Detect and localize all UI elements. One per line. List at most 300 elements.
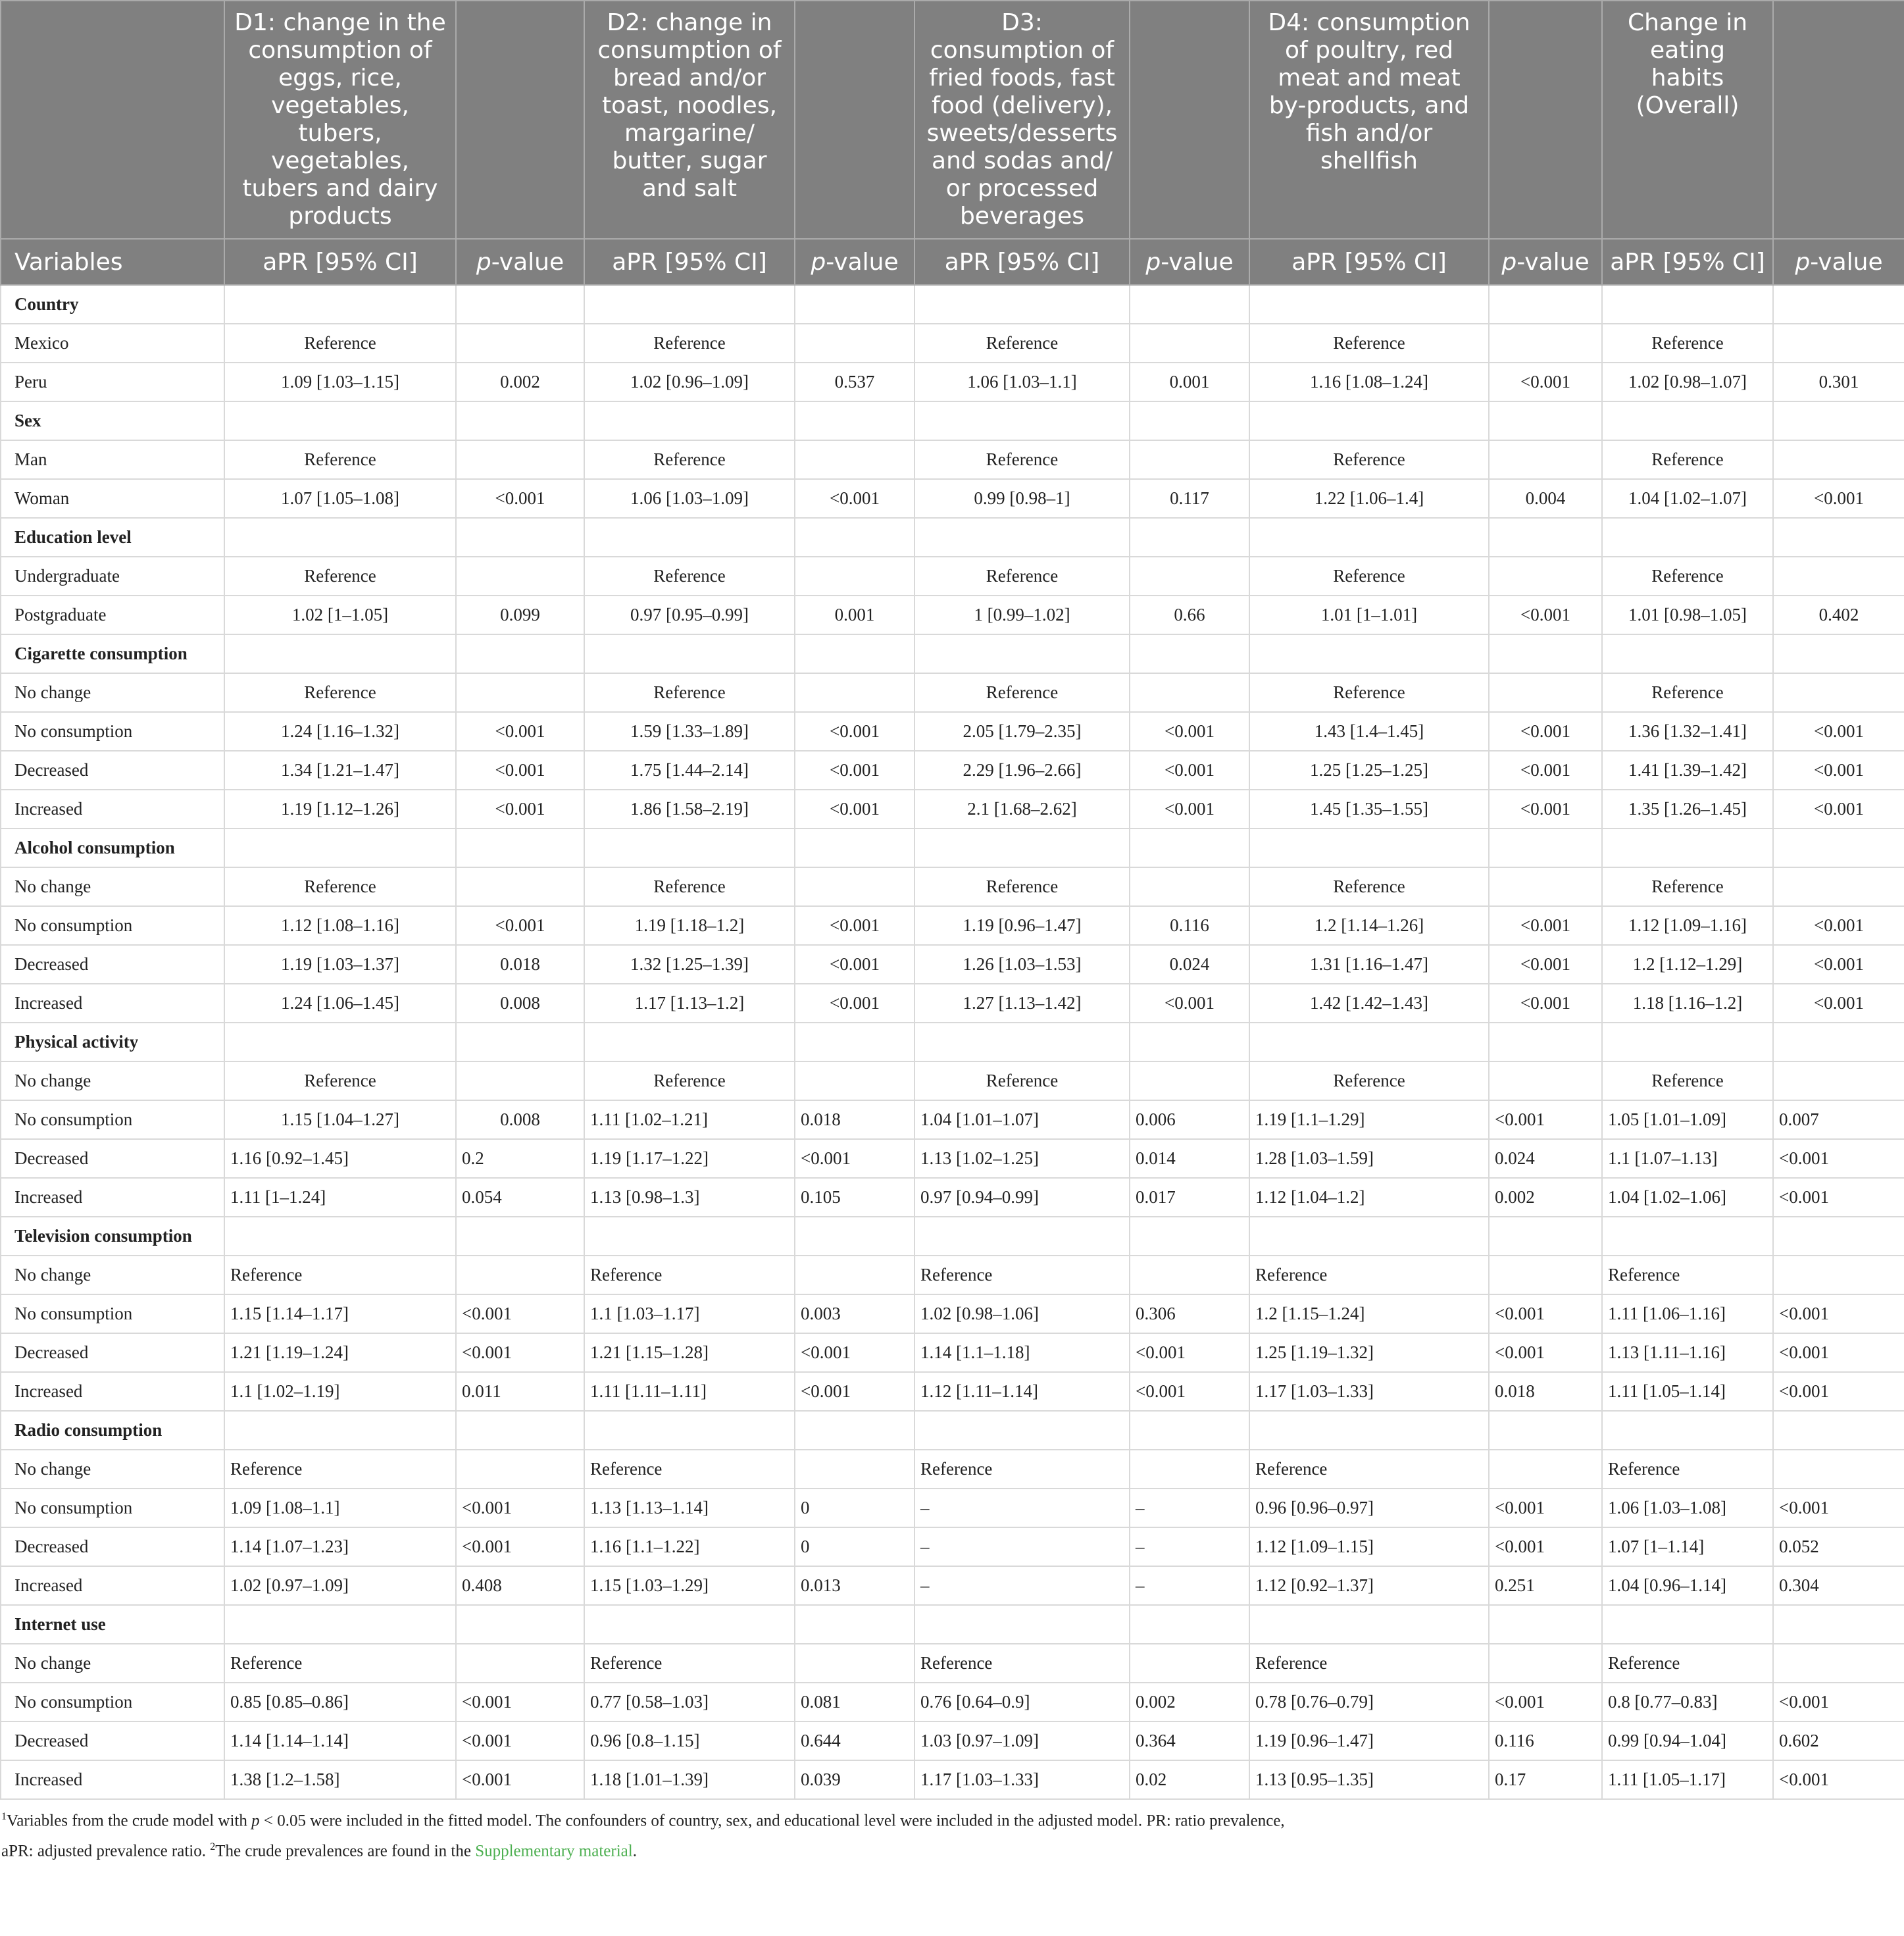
empty-cell — [1249, 1023, 1489, 1061]
p-value-cell: 0.251 — [1489, 1566, 1602, 1605]
p-value-cell: – — [1130, 1489, 1249, 1527]
apr-cell: Reference — [584, 324, 795, 363]
p-value-cell: <0.001 — [1130, 790, 1249, 828]
apr-cell: 1.19 [0.96–1.47] — [1249, 1721, 1489, 1760]
p-value-cell — [1130, 1256, 1249, 1294]
p-value-cell — [456, 867, 584, 906]
header-group-empty — [1, 1, 224, 239]
supplementary-material-link[interactable]: Supplementary material — [475, 1842, 633, 1860]
apr-cell: 1.59 [1.33–1.89] — [584, 712, 795, 751]
p-value-cell: 0.105 — [795, 1178, 914, 1217]
p-value-cell: <0.001 — [456, 1294, 584, 1333]
p-value-header — [795, 239, 914, 285]
row-label: No consumption — [1, 1100, 224, 1139]
empty-cell — [795, 828, 914, 867]
p-suffix: -value — [826, 248, 899, 276]
p-suffix: -value — [491, 248, 564, 276]
section-row — [1, 1023, 1904, 1061]
apr-cell: 1.03 [0.97–1.09] — [914, 1721, 1130, 1760]
apr-cell: 1.21 [1.15–1.28] — [584, 1333, 795, 1372]
p-value-cell: 0.001 — [795, 596, 914, 634]
apr-cell: 1 [0.99–1.02] — [914, 596, 1130, 634]
apr-cell: 1.06 [1.03–1.1] — [914, 363, 1130, 401]
empty-cell — [1489, 1023, 1602, 1061]
apr-cell: 1.19 [0.96–1.47] — [914, 906, 1130, 945]
p-value-cell: 0.099 — [456, 596, 584, 634]
p-value-cell: <0.001 — [1773, 906, 1904, 945]
row-label: Decreased — [1, 1139, 224, 1178]
apr-cell: 1.15 [1.14–1.17] — [224, 1294, 456, 1333]
p-value-cell: <0.001 — [795, 906, 914, 945]
empty-cell — [1249, 1605, 1489, 1644]
apr-cell: Reference — [224, 440, 456, 479]
section-row — [1, 828, 1904, 867]
apr-cell: 1.21 [1.19–1.24] — [224, 1333, 456, 1372]
p-value-cell: 0.301 — [1773, 363, 1904, 401]
p-value-cell: 0.66 — [1130, 596, 1249, 634]
row-label: Decreased — [1, 945, 224, 984]
empty-cell — [914, 1411, 1130, 1450]
empty-cell — [795, 285, 914, 324]
p-value-cell — [1130, 1644, 1249, 1683]
apr-cell: 1.19 [1.1–1.29] — [1249, 1100, 1489, 1139]
row-label: Decreased — [1, 1721, 224, 1760]
p-value-cell — [456, 673, 584, 712]
p-value-cell: <0.001 — [1130, 712, 1249, 751]
p-value-cell: 0.116 — [1489, 1721, 1602, 1760]
p-value-header — [1773, 239, 1904, 285]
apr-cell: 1.86 [1.58–2.19] — [584, 790, 795, 828]
empty-cell — [914, 634, 1130, 673]
empty-cell — [1249, 518, 1489, 557]
p-value-cell: <0.001 — [1489, 1333, 1602, 1372]
p-value-cell — [1489, 1450, 1602, 1489]
apr-cell: 1.24 [1.06–1.45] — [224, 984, 456, 1023]
apr-cell: 1.19 [1.03–1.37] — [224, 945, 456, 984]
p-letter: p — [1795, 248, 1811, 276]
apr-cell: Reference — [914, 1450, 1130, 1489]
apr-header: aPR [95% CI] — [584, 239, 795, 285]
apr-header: aPR [95% CI] — [1249, 239, 1489, 285]
table-row — [1, 867, 1904, 906]
apr-cell: Reference — [584, 867, 795, 906]
apr-cell: – — [914, 1527, 1130, 1566]
p-value-cell: <0.001 — [1489, 1100, 1602, 1139]
p-value-cell — [1773, 1450, 1904, 1489]
p-value-cell: <0.001 — [456, 712, 584, 751]
p-value-cell: 0.018 — [795, 1100, 914, 1139]
table-row — [1, 1527, 1904, 1566]
empty-cell — [914, 828, 1130, 867]
apr-cell: – — [914, 1566, 1130, 1605]
p-value-cell: <0.001 — [795, 479, 914, 518]
row-label: Postgraduate — [1, 596, 224, 634]
p-value-cell: 0.007 — [1773, 1100, 1904, 1139]
p-value-cell — [1773, 673, 1904, 712]
p-value-cell — [1489, 557, 1602, 596]
apr-cell: Reference — [914, 440, 1130, 479]
p-value-cell — [1130, 673, 1249, 712]
p-value-cell: 0.017 — [1130, 1178, 1249, 1217]
row-label: Woman — [1, 479, 224, 518]
apr-cell: 1.14 [1.07–1.23] — [224, 1527, 456, 1566]
p-value-cell: 0.004 — [1489, 479, 1602, 518]
empty-cell — [795, 1217, 914, 1256]
p-value-cell: 0.17 — [1489, 1760, 1602, 1799]
apr-header: aPR [95% CI] — [1602, 239, 1773, 285]
p-value-cell — [1130, 1061, 1249, 1100]
apr-cell: 1.13 [1.11–1.16] — [1602, 1333, 1773, 1372]
p-value-cell: 0.002 — [456, 363, 584, 401]
p-value-cell: <0.001 — [1130, 751, 1249, 790]
p-value-cell: <0.001 — [456, 751, 584, 790]
empty-cell — [1489, 1605, 1602, 1644]
header-group-row — [1, 1, 1904, 239]
apr-cell: 1.09 [1.08–1.1] — [224, 1489, 456, 1527]
apr-cell: 1.45 [1.35–1.55] — [1249, 790, 1489, 828]
p-value-header — [456, 239, 584, 285]
table-header — [1, 1, 1904, 285]
apr-cell: Reference — [1602, 1644, 1773, 1683]
footnote-marker-1: 1 — [1, 1811, 7, 1822]
apr-cell: 1.1 [1.03–1.17] — [584, 1294, 795, 1333]
table-row — [1, 712, 1904, 751]
apr-cell: 1.19 [1.12–1.26] — [224, 790, 456, 828]
header-group-d3: D3: consumption of fried foods, fast food (delivery), sweets/desserts and sodas and/ or processed beverages — [914, 1, 1130, 239]
apr-cell: Reference — [914, 324, 1130, 363]
section-label: Television consumption — [1, 1217, 224, 1256]
section-row — [1, 401, 1904, 440]
apr-cell: 1.14 [1.14–1.14] — [224, 1721, 456, 1760]
empty-cell — [584, 1411, 795, 1450]
row-label: No consumption — [1, 1294, 224, 1333]
row-label: No change — [1, 1061, 224, 1100]
p-value-cell — [795, 673, 914, 712]
p-value-cell — [1130, 557, 1249, 596]
empty-cell — [584, 1605, 795, 1644]
p-value-header — [1130, 239, 1249, 285]
p-value-cell: 0.013 — [795, 1566, 914, 1605]
apr-cell: 1.17 [1.03–1.33] — [914, 1760, 1130, 1799]
header-group-spacer — [1489, 1, 1602, 239]
apr-cell: – — [914, 1489, 1130, 1527]
empty-cell — [1249, 1217, 1489, 1256]
p-value-cell — [795, 324, 914, 363]
p-value-cell: 0 — [795, 1489, 914, 1527]
apr-cell: Reference — [1249, 324, 1489, 363]
table-footnote — [0, 1800, 1291, 1865]
p-suffix: -value — [1161, 248, 1234, 276]
apr-cell: 0.96 [0.96–0.97] — [1249, 1489, 1489, 1527]
p-value-cell — [456, 1450, 584, 1489]
p-value-cell: <0.001 — [1489, 363, 1602, 401]
p-letter: p — [476, 248, 491, 276]
apr-cell: 1.02 [0.97–1.09] — [224, 1566, 456, 1605]
p-value-cell — [795, 1450, 914, 1489]
empty-cell — [224, 1411, 456, 1450]
footnote-text-4: . — [632, 1842, 637, 1860]
apr-cell: 1.43 [1.4–1.45] — [1249, 712, 1489, 751]
apr-cell: 1.02 [0.96–1.09] — [584, 363, 795, 401]
apr-cell: Reference — [1602, 324, 1773, 363]
apr-cell: 0.8 [0.77–0.83] — [1602, 1683, 1773, 1721]
empty-cell — [1130, 828, 1249, 867]
p-value-cell — [456, 1061, 584, 1100]
p-value-cell: 0.002 — [1130, 1683, 1249, 1721]
empty-cell — [1130, 1023, 1249, 1061]
p-value-cell — [795, 867, 914, 906]
p-value-cell — [456, 1256, 584, 1294]
p-value-cell: <0.001 — [1130, 1333, 1249, 1372]
empty-cell — [795, 518, 914, 557]
p-value-cell: <0.001 — [1489, 906, 1602, 945]
apr-cell: 1.14 [1.1–1.18] — [914, 1333, 1130, 1372]
apr-cell: 1.13 [1.02–1.25] — [914, 1139, 1130, 1178]
p-value-cell: 0.024 — [1130, 945, 1249, 984]
table-row — [1, 1333, 1904, 1372]
p-letter: p — [811, 248, 826, 276]
p-value-cell: <0.001 — [795, 1139, 914, 1178]
apr-cell: 1.02 [0.98–1.07] — [1602, 363, 1773, 401]
row-label: Undergraduate — [1, 557, 224, 596]
apr-cell: 1.32 [1.25–1.39] — [584, 945, 795, 984]
p-value-cell: <0.001 — [1489, 596, 1602, 634]
empty-cell — [456, 518, 584, 557]
p-value-cell: <0.001 — [1773, 1372, 1904, 1411]
table-row — [1, 1644, 1904, 1683]
p-value-cell: <0.001 — [1489, 1683, 1602, 1721]
p-value-cell: <0.001 — [795, 984, 914, 1023]
apr-cell: 0.97 [0.95–0.99] — [584, 596, 795, 634]
header-group-overall: Change in eating habits (Overall) — [1602, 1, 1773, 239]
p-value-cell: 0.116 — [1130, 906, 1249, 945]
empty-cell — [1602, 1217, 1773, 1256]
row-label: Increased — [1, 984, 224, 1023]
p-value-cell: 0.081 — [795, 1683, 914, 1721]
apr-cell: Reference — [224, 1256, 456, 1294]
apr-cell: 1.07 [1.05–1.08] — [224, 479, 456, 518]
apr-cell: 0.76 [0.64–0.9] — [914, 1683, 1130, 1721]
p-value-cell: 0.014 — [1130, 1139, 1249, 1178]
table-row — [1, 790, 1904, 828]
section-label: Sex — [1, 401, 224, 440]
p-value-cell: 0 — [795, 1527, 914, 1566]
apr-cell: 1.01 [0.98–1.05] — [1602, 596, 1773, 634]
table-row — [1, 1721, 1904, 1760]
apr-cell: 1.01 [1–1.01] — [1249, 596, 1489, 634]
table-row — [1, 1450, 1904, 1489]
empty-cell — [1249, 401, 1489, 440]
p-value-cell — [456, 324, 584, 363]
empty-cell — [1489, 285, 1602, 324]
p-value-cell: <0.001 — [795, 1333, 914, 1372]
p-value-cell: <0.001 — [456, 1721, 584, 1760]
empty-cell — [795, 1605, 914, 1644]
empty-cell — [1602, 1605, 1773, 1644]
footnote-marker-2: 2 — [210, 1841, 216, 1853]
section-row — [1, 518, 1904, 557]
table-body — [1, 285, 1904, 1799]
empty-cell — [1130, 1605, 1249, 1644]
empty-cell — [584, 634, 795, 673]
apr-cell: 1.25 [1.19–1.32] — [1249, 1333, 1489, 1372]
p-value-cell: 0.054 — [456, 1178, 584, 1217]
table-row — [1, 906, 1904, 945]
empty-cell — [1130, 401, 1249, 440]
apr-cell: Reference — [914, 1061, 1130, 1100]
p-value-cell: <0.001 — [1773, 1294, 1904, 1333]
apr-cell: 0.78 [0.76–0.79] — [1249, 1683, 1489, 1721]
p-value-cell: <0.001 — [1489, 1294, 1602, 1333]
empty-cell — [1249, 634, 1489, 673]
section-row — [1, 634, 1904, 673]
empty-cell — [456, 401, 584, 440]
apr-cell: 1.25 [1.25–1.25] — [1249, 751, 1489, 790]
p-value-cell: <0.001 — [1130, 984, 1249, 1023]
apr-cell: Reference — [1249, 557, 1489, 596]
empty-cell — [1489, 1411, 1602, 1450]
apr-cell: 0.77 [0.58–1.03] — [584, 1683, 795, 1721]
apr-cell: Reference — [224, 324, 456, 363]
empty-cell — [224, 401, 456, 440]
apr-cell: 1.12 [1.08–1.16] — [224, 906, 456, 945]
empty-cell — [914, 401, 1130, 440]
empty-cell — [1773, 1023, 1904, 1061]
header-group-d1: D1: change in the consumption of eggs, rice, vegetables, tubers, vegetables, tubers and dairy products — [224, 1, 456, 239]
section-label: Education level — [1, 518, 224, 557]
p-value-cell: <0.001 — [795, 790, 914, 828]
apr-cell: 0.97 [0.94–0.99] — [914, 1178, 1130, 1217]
apr-cell: Reference — [1249, 867, 1489, 906]
p-value-cell — [795, 557, 914, 596]
apr-cell: Reference — [584, 673, 795, 712]
p-value-cell: <0.001 — [1773, 1683, 1904, 1721]
apr-cell: Reference — [584, 1256, 795, 1294]
apr-cell: 1.16 [1.08–1.24] — [1249, 363, 1489, 401]
empty-cell — [1773, 285, 1904, 324]
apr-cell: 1.04 [1.02–1.07] — [1602, 479, 1773, 518]
p-value-cell — [1489, 324, 1602, 363]
apr-cell: Reference — [1602, 1061, 1773, 1100]
empty-cell — [1773, 634, 1904, 673]
empty-cell — [1602, 828, 1773, 867]
p-value-cell — [1773, 867, 1904, 906]
p-value-cell — [1773, 324, 1904, 363]
apr-cell: 1.26 [1.03–1.53] — [914, 945, 1130, 984]
p-value-cell: <0.001 — [1489, 984, 1602, 1023]
header-group-d4: D4: consumption of poultry, red meat and meat by-products, and fish and/or shellfish — [1249, 1, 1489, 239]
empty-cell — [456, 634, 584, 673]
p-value-cell — [1130, 867, 1249, 906]
apr-cell: 1.06 [1.03–1.09] — [584, 479, 795, 518]
row-label: No change — [1, 867, 224, 906]
p-value-cell — [795, 1644, 914, 1683]
apr-cell: 1.11 [1.05–1.17] — [1602, 1760, 1773, 1799]
p-value-cell — [795, 440, 914, 479]
p-value-cell — [456, 557, 584, 596]
empty-cell — [1773, 518, 1904, 557]
p-value-cell: <0.001 — [1773, 945, 1904, 984]
apr-cell: 1.34 [1.21–1.47] — [224, 751, 456, 790]
apr-cell: 1.12 [1.09–1.16] — [1602, 906, 1773, 945]
empty-cell — [584, 401, 795, 440]
p-value-cell: <0.001 — [1489, 1489, 1602, 1527]
apr-cell: Reference — [1249, 1450, 1489, 1489]
row-label: No consumption — [1, 712, 224, 751]
apr-cell: Reference — [914, 557, 1130, 596]
p-value-cell: <0.001 — [456, 1527, 584, 1566]
row-label: No consumption — [1, 906, 224, 945]
apr-cell: 1.1 [1.07–1.13] — [1602, 1139, 1773, 1178]
apr-cell: Reference — [1602, 557, 1773, 596]
empty-cell — [1130, 634, 1249, 673]
empty-cell — [1249, 285, 1489, 324]
apr-cell: Reference — [914, 1644, 1130, 1683]
p-value-cell — [1489, 1256, 1602, 1294]
p-value-cell — [795, 1061, 914, 1100]
apr-cell: Reference — [1249, 440, 1489, 479]
p-value-cell: <0.001 — [456, 479, 584, 518]
empty-cell — [1602, 1411, 1773, 1450]
p-value-cell — [1130, 1450, 1249, 1489]
p-value-cell — [1773, 440, 1904, 479]
row-label: Increased — [1, 790, 224, 828]
apr-cell: Reference — [1249, 1061, 1489, 1100]
apr-cell: 1.13 [0.98–1.3] — [584, 1178, 795, 1217]
footnote-text-3: The crude prevalences are found in the — [215, 1842, 476, 1860]
p-value-cell: <0.001 — [1773, 751, 1904, 790]
apr-cell: Reference — [1602, 1256, 1773, 1294]
empty-cell — [224, 518, 456, 557]
apr-cell: 1.36 [1.32–1.41] — [1602, 712, 1773, 751]
p-value-cell: 0.402 — [1773, 596, 1904, 634]
apr-cell: Reference — [914, 867, 1130, 906]
empty-cell — [1130, 1217, 1249, 1256]
footnote-text-2: < 0.05 were included in the fitted model. The confounders of country, sex, and educational level were included in the adjusted model. PR: ratio prevalence, aPR: adjusted prevalence ratio. — [1, 1812, 1285, 1860]
table-row — [1, 1372, 1904, 1411]
empty-cell — [795, 634, 914, 673]
apr-cell: 1.15 [1.03–1.29] — [584, 1566, 795, 1605]
table-row — [1, 984, 1904, 1023]
empty-cell — [1130, 1411, 1249, 1450]
apr-cell: 0.99 [0.94–1.04] — [1602, 1721, 1773, 1760]
apr-cell: 1.11 [1–1.24] — [224, 1178, 456, 1217]
apr-cell: Reference — [224, 1061, 456, 1100]
apr-cell: Reference — [584, 1644, 795, 1683]
table-row — [1, 1683, 1904, 1721]
p-value-cell: <0.001 — [795, 751, 914, 790]
apr-cell: 0.99 [0.98–1] — [914, 479, 1130, 518]
apr-cell: 1.11 [1.06–1.16] — [1602, 1294, 1773, 1333]
apr-header: aPR [95% CI] — [914, 239, 1130, 285]
section-label: Radio consumption — [1, 1411, 224, 1450]
empty-cell — [1602, 518, 1773, 557]
apr-cell: 1.12 [1.04–1.2] — [1249, 1178, 1489, 1217]
empty-cell — [1773, 1411, 1904, 1450]
row-label: No consumption — [1, 1489, 224, 1527]
empty-cell — [224, 828, 456, 867]
apr-header: aPR [95% CI] — [224, 239, 456, 285]
table-row — [1, 440, 1904, 479]
empty-cell — [584, 1217, 795, 1256]
apr-cell: 1.16 [0.92–1.45] — [224, 1139, 456, 1178]
apr-cell: 1.16 [1.1–1.22] — [584, 1527, 795, 1566]
empty-cell — [914, 1605, 1130, 1644]
header-group-spacer — [795, 1, 914, 239]
empty-cell — [1489, 1217, 1602, 1256]
p-value-cell: <0.001 — [1489, 945, 1602, 984]
apr-cell: 1.13 [1.13–1.14] — [584, 1489, 795, 1527]
